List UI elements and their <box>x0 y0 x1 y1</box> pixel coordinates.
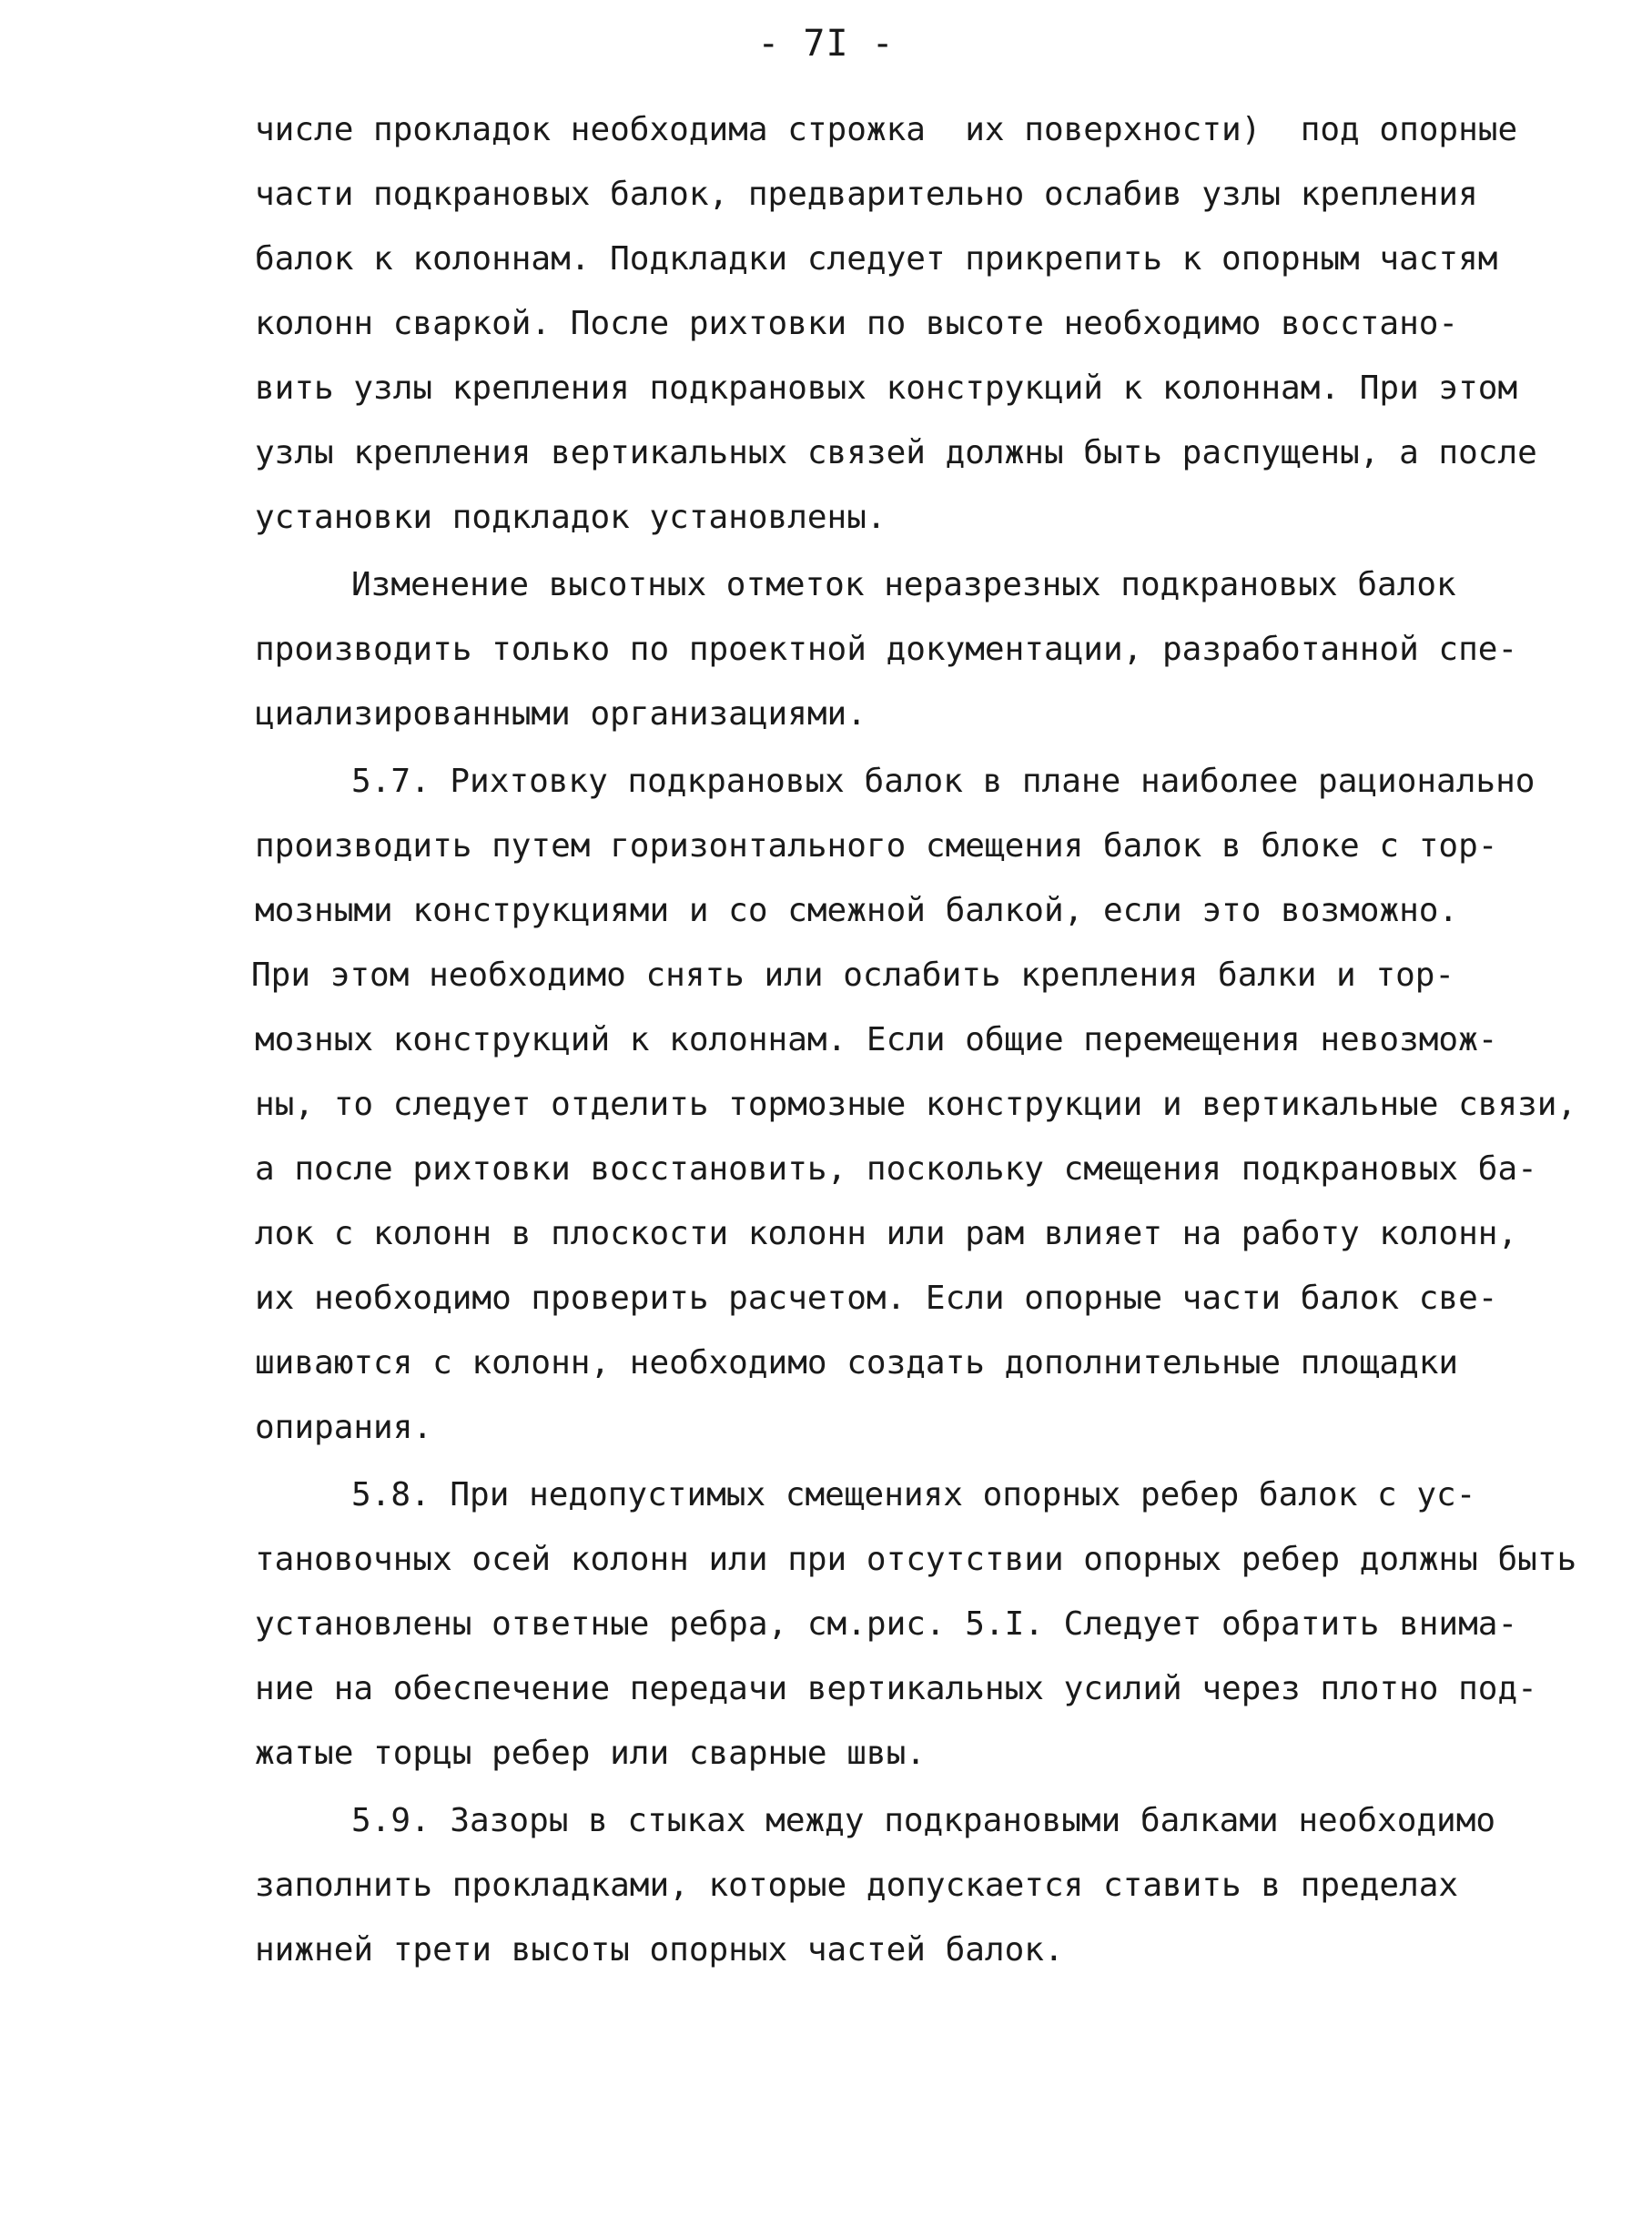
text-line: вить узлы крепления подкрановых конструкций к колоннам. При этом <box>255 369 1518 407</box>
text-line: нижней трети высоты опорных частей балок. <box>255 1931 1064 1969</box>
text-line: 5.9. Зазоры в стыках между подкрановыми балками необходимо <box>351 1802 1496 1839</box>
page-number: - 7I - <box>757 23 895 65</box>
text-line: 5.8. При недопустимых смещениях опорных ребер балок с ус- <box>351 1476 1476 1513</box>
text-line: тановочных осей колонн или при отсутствии опорных ребер должны быть <box>255 1541 1577 1578</box>
text-line: мозными конструкциями и со смежной балкой, если это возможно. <box>255 892 1459 929</box>
text-line: заполнить прокладками, которые допускается ставить в пределах <box>255 1867 1459 1904</box>
text-line: ны, то следует отделить тормозные конструкции и вертикальные связи, <box>255 1086 1577 1123</box>
text-line: ние на обеспечение передачи вертикальных усилий через плотно под- <box>255 1670 1537 1707</box>
text-line: жатые торцы ребер или сварные швы. <box>255 1735 926 1772</box>
text-line: Изменение высотных отметок неразрезных подкрановых балок <box>351 566 1456 603</box>
text-line: При этом необходимо снять или ослабить крепления балки и тор- <box>251 957 1455 994</box>
text-line: узлы крепления вертикальных связей должны быть распущены, а после <box>255 434 1537 471</box>
text-line: лок с колонн в плоскости колонн или рам влияет на работу колонн, <box>255 1215 1518 1252</box>
text-line: балок к колоннам. Подкладки следует прикрепить к опорным частям <box>255 240 1498 278</box>
text-line: установки подкладок установлены. <box>255 499 887 536</box>
text-line: а после рихтовки восстановить, поскольку смещения подкрановых ба- <box>255 1150 1537 1188</box>
text-line: колонн сваркой. После рихтовки по высоте необходимо восстано- <box>255 305 1459 342</box>
text-line: мозных конструкций к колоннам. Если общие перемещения невозмож- <box>255 1021 1498 1058</box>
text-line: шиваются с колонн, необходимо создать дополнительные площадки <box>255 1344 1459 1382</box>
text-line: их необходимо проверить расчетом. Если опорные части балок све- <box>255 1280 1498 1317</box>
text-line: числе прокладок необходима строжка их поверхности) под опорные <box>255 111 1518 148</box>
text-line: части подкрановых балок, предварительно ослабив узлы крепления <box>255 176 1478 213</box>
text-line: циализированными организациями. <box>255 695 867 733</box>
text-line: 5.7. Рихтовку подкрановых балок в плане наиболее рационально <box>351 763 1535 800</box>
text-line: производить путем горизонтального смещения балок в блоке с тор- <box>255 827 1498 865</box>
text-line: производить только по проектной документации, разработанной спе- <box>255 631 1518 668</box>
text-line: установлены ответные ребра, см.рис. 5.I. Следует обратить внима- <box>255 1605 1518 1643</box>
text-line: опирания. <box>255 1409 433 1446</box>
